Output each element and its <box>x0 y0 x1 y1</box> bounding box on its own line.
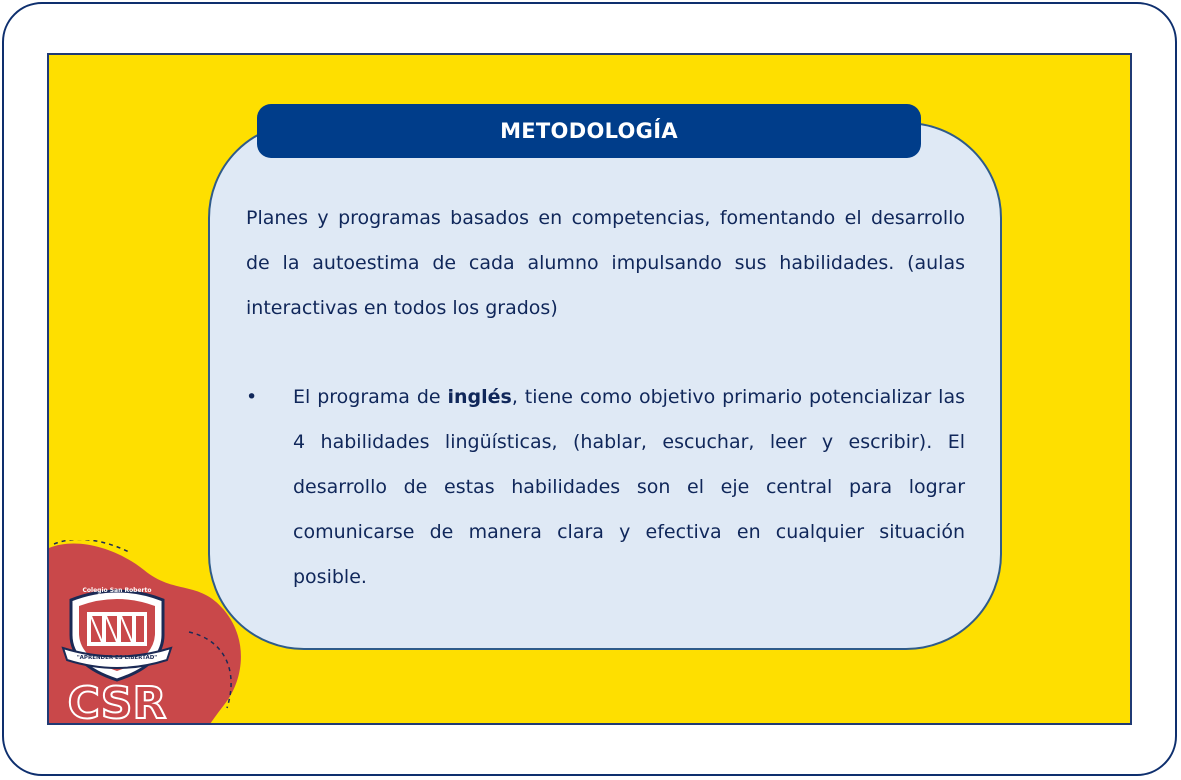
bullet-icon: • <box>246 386 258 408</box>
bullet-text-before: El programa de <box>293 386 448 408</box>
list-item <box>246 375 965 600</box>
logo-motto: "APRENDER ES LIBERTAD" <box>76 655 158 661</box>
description <box>246 196 965 331</box>
title-bar <box>257 104 921 158</box>
bullet-text-bold: inglés <box>447 386 512 408</box>
logo-initials: CSR <box>67 678 167 729</box>
logo-school-name: Colegio San Roberto <box>82 587 152 594</box>
bullet-text <box>293 375 965 600</box>
bullet-text-after: , tiene como objetivo primario potencializar las 4 habilidades lingüísticas, (hablar, escuchar, leer y escribir). El desarrollo de estas habilidades son el eje central para lograr comunicarse de manera clara y efectiva en cualquier situación posible. <box>293 386 965 588</box>
description-paragraph: Planes y programas basados en competencias, fomentando el desarrollo de la autoestima de cada alumno impulsando sus habilidades. (aulas interactivas en todos los grados) <box>246 207 965 319</box>
page-title: METODOLOGÍA <box>500 119 678 143</box>
